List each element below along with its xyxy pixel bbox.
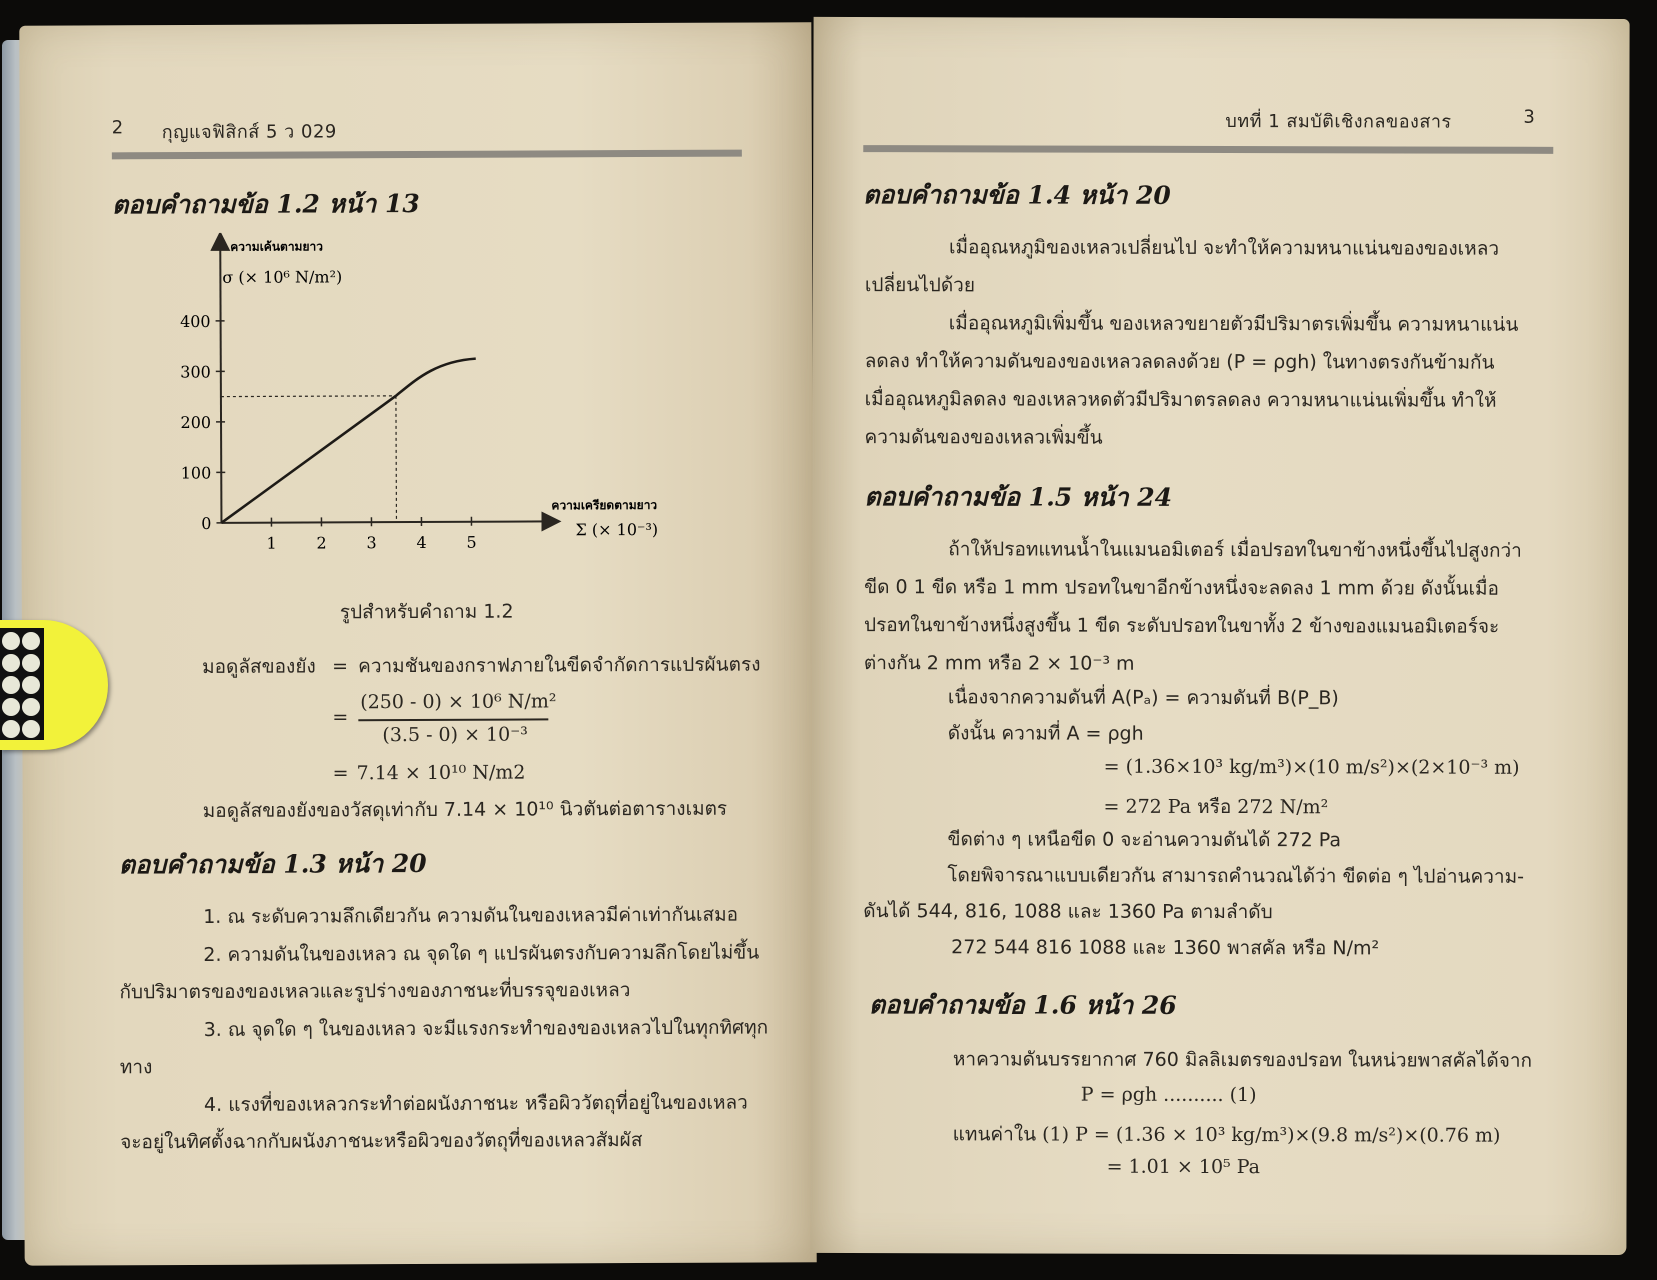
reference-line-horizontal	[221, 396, 396, 397]
fraction-bar	[358, 718, 548, 720]
left-page	[19, 22, 816, 1265]
stress-strain-curve	[221, 359, 477, 523]
y-axis-label: ความเค้นตามยาว	[230, 239, 323, 254]
modulus-definition: ความชันของกราฟภายในขีดจำกัดการแปรผันตรง	[358, 653, 761, 678]
y-tick-label: 100	[180, 463, 212, 483]
answer-line: 272 544 816 1088 และ 1360 พาสคัล หรือ N/m²	[951, 936, 1380, 960]
answer-line: 2. ความดันในของเหลว ณ จุดใด ๆ แปรผันตรงกับความลึกโดยไม่ขึ้น	[203, 941, 760, 966]
bookmark-pattern	[0, 628, 44, 740]
answer-line: หาความดันบรรยากาศ 760 มิลลิเมตรของปรอท ในหน่วยพาสคัลได้จาก	[952, 1048, 1533, 1072]
x-tick-label: 1	[266, 533, 277, 553]
page-number-left: 2	[111, 117, 124, 139]
answer-line: เนื่องจากความดันที่ A(Pₐ) = ความดันที่ B(P_B)	[947, 686, 1339, 710]
y-tick-label: 300	[180, 362, 211, 382]
calculation-line: = (1.36×10³ kg/m³)×(10 m/s²)×(2×10⁻³ m)	[1103, 755, 1520, 779]
fraction-denominator: (3.5 - 0) × 10⁻³	[382, 723, 528, 747]
answer-line: ต่างกัน 2 mm หรือ 2 × 10⁻³ m	[863, 652, 1135, 675]
y-tick-label: 0	[201, 513, 212, 533]
fraction-numerator: (250 - 0) × 10⁶ N/m²	[360, 690, 557, 714]
section-title-1-6: ตอบคำถามข้อ 1.6 หน้า 26	[868, 990, 1177, 1020]
answer-line: 4. แรงที่ของเหลวกระทำต่อผนังภาชนะ หรือผิววัตถุที่อยู่ในของเหลว	[203, 1091, 748, 1116]
answer-line: เมื่ออุณหภูมิลดลง ของเหลวหดตัวมีปริมาตรลดลง ความหนาแน่นเพิ่มขึ้น ทำให้	[864, 388, 1497, 412]
x-tick-label: 5	[466, 532, 477, 552]
modulus-conclusion: มอดูลัสของยังของวัสดุเท่ากับ 7.14 × 10¹⁰ นิวตันต่อตารางเมตร	[202, 797, 728, 822]
answer-line: เมื่ออุณหภูมิเพิ่มขึ้น ของเหลวขยายตัวมีปริมาตรเพิ่มขึ้น ความหนาแน่น	[948, 312, 1519, 336]
x-tick-label: 2	[316, 533, 327, 553]
reference-line-vertical	[396, 396, 397, 522]
calculation-line: = 272 Pa หรือ 272 N/m²	[1103, 795, 1329, 819]
x-tick-label: 3	[366, 533, 377, 553]
y-axis-unit: σ (× 10⁶ N/m²)	[222, 267, 343, 287]
answer-line: 3. ณ จุดใด ๆ ในของเหลว จะมีแรงกระทำของของเหลวไปในทุกทิศทุก	[203, 1016, 769, 1041]
running-title-right: บทที่ 1 สมบัติเชิงกลของสาร	[1225, 111, 1452, 133]
answer-line: ลดลง ทำให้ความดันของของเหลวลดลงด้วย (P = ρgh) ในทางตรงกันข้ามกัน	[864, 350, 1495, 374]
answer-line: กับปริมาตรของของเหลวและรูปร่างของภาชนะที่บรรจุของเหลว	[119, 979, 631, 1004]
x-axis-unit: Σ (× 10⁻³)	[575, 519, 659, 540]
answer-line: ถ้าให้ปรอทแทนน้ำในแมนอมิเตอร์ เมื่อปรอทในขาข้างหนึ่งขึ้นไปสูงกว่า	[948, 538, 1522, 562]
x-axis-label: ความเครียดตามยาว	[551, 497, 658, 513]
equals-sign: =	[332, 762, 349, 785]
y-axis	[220, 241, 221, 523]
section-title-1-4: ตอบคำถามข้อ 1.4 หน้า 20	[863, 180, 1171, 210]
answer-line: 1. ณ ระดับความลึกเดียวกัน ความดันในของเหลวมีค่าเท่ากันเสมอ	[203, 903, 739, 928]
running-title-left: กุญแจฟิสิกส์ 5 ว 029	[161, 121, 337, 144]
right-page	[810, 17, 1629, 1255]
answer-line: ปรอทในขาข้างหนึ่งสูงขึ้น 1 ขีด ระดับปรอทในขาทั้ง 2 ข้างของแมนอมิเตอร์จะ	[863, 614, 1500, 638]
answer-line: ขีด 0 1 ขีด หรือ 1 mm ปรอทในขาอีกข้างหนึ่งจะลดลง 1 mm ด้วย ดังนั้นเมื่อ	[864, 576, 1499, 600]
modulus-label: มอดูลัสของยัง	[202, 655, 316, 678]
header-rule	[863, 145, 1553, 154]
section-title-1-5: ตอบคำถามข้อ 1.5 หน้า 24	[864, 482, 1173, 512]
answer-line: เปลี่ยนไปด้วย	[864, 274, 976, 297]
page-number-right: 3	[1523, 106, 1536, 128]
answer-line: จะอยู่ในทิศตั้งฉากกับผนังภาชนะหรือผิวของวัตถุที่ของเหลวสัมผัส	[120, 1129, 643, 1154]
header-rule	[112, 150, 742, 160]
stress-strain-chart	[170, 231, 712, 588]
answer-line: ดังนั้น ความที่ A = ρgh	[947, 722, 1144, 745]
section-title-1-3: ตอบคำถามข้อ 1.3 หน้า 20	[118, 848, 427, 880]
answer-line: ทาง	[119, 1056, 153, 1079]
modulus-result: 7.14 × 10¹⁰ N/m2	[356, 761, 526, 785]
figure-caption: รูปสำหรับคำถาม 1.2	[339, 600, 514, 624]
y-tick-label: 200	[180, 412, 212, 433]
answer-line: ขีดต่าง ๆ เหนือขีด 0 จะอ่านความดันได้ 272 Pa	[947, 828, 1342, 852]
equals-sign: =	[332, 655, 349, 678]
equals-sign: =	[332, 706, 349, 729]
answer-line: ความดันของของเหลวเพิ่มขึ้น	[864, 426, 1103, 449]
formula-line: P = ρgh .......... (1)	[1080, 1083, 1257, 1107]
x-tick-label: 4	[416, 532, 427, 553]
answer-line: เมื่ออุณหภูมิของเหลวเปลี่ยนไป จะทำให้ความหนาแน่นของของเหลว	[948, 236, 1500, 260]
section-title-1-2: ตอบคำถามข้อ 1.2 หน้า 13	[112, 188, 420, 220]
y-tick-label: 400	[180, 311, 211, 332]
answer-line: ดันได้ 544, 816, 1088 และ 1360 Pa ตามลำดับ	[863, 900, 1273, 924]
formula-line: แทนค่าใน (1) P = (1.36 × 10³ kg/m³)×(9.8 m/s²)×(0.76 m)	[952, 1123, 1501, 1147]
answer-line: โดยพิจารณาแบบเดียวกัน สามารถคำนวณได้ว่า ขีดต่อ ๆ ไปอ่านความ-	[947, 864, 1525, 888]
formula-line: = 1.01 × 10⁵ Pa	[1106, 1155, 1260, 1179]
